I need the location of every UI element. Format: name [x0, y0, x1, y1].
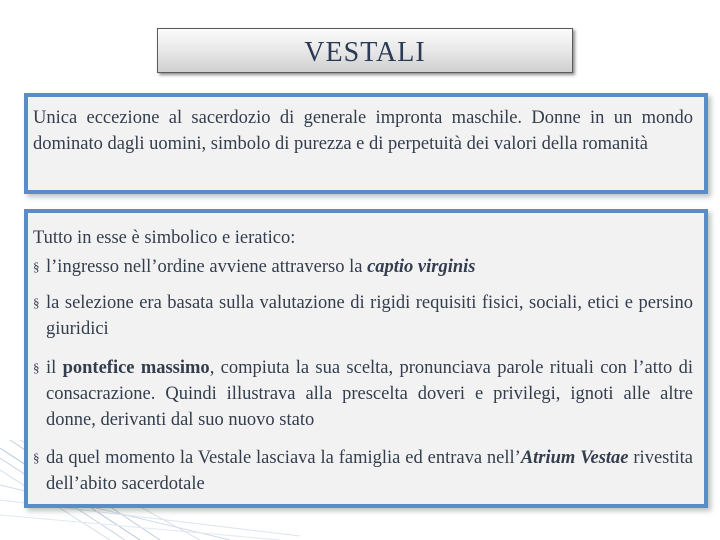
lead-text: Tutto in esse è simbolico e ieratico:: [33, 228, 296, 248]
bullet-text: , compiuta la sua scelta, pronunciava parole rituali con l’atto di consacrazione. Quindi illustrava alla prescelta doveri e privilegi, ignoti alle altre donne, derivanti dal suo nuovo stato: [46, 358, 693, 430]
bullet-marker: §: [33, 295, 40, 310]
bullet-text: il: [46, 358, 63, 378]
bullet-emphasis: Atrium Vestae: [520, 448, 629, 468]
list-item: [33, 254, 693, 280]
details-box: [24, 209, 708, 508]
bullet-emphasis: captio virginis: [367, 257, 476, 277]
bullet-text: rivestita dell’abito sacerdotale: [46, 448, 693, 494]
bullet-marker: §: [33, 259, 40, 274]
bullet-text: l’ingresso nell’ordine avviene attraverso la: [46, 257, 368, 277]
bullet-text: la selezione era basata sulla valutazione di rigidi requisiti fisici, sociali, etici e persino giuridici: [46, 293, 693, 339]
list-item: [33, 355, 693, 433]
bullet-text: da quel momento la Vestale lasciava la famiglia ed entrava nell’: [46, 448, 521, 468]
page-title: VESTALI: [304, 36, 426, 68]
bullet-marker: §: [33, 360, 40, 375]
bullet-emphasis: pontefice massimo: [62, 358, 210, 378]
intro-box: [24, 93, 708, 194]
list-item: [33, 290, 693, 342]
bullet-marker: §: [33, 450, 40, 465]
list-item: [33, 445, 693, 497]
intro-text: Unica eccezione al sacerdozio di generale impronta maschile. Donne in un mondo dominato dagli uomini, simbolo di purezza e di perpetuità dei valori della romanità: [33, 108, 693, 154]
title-box: [157, 28, 573, 73]
